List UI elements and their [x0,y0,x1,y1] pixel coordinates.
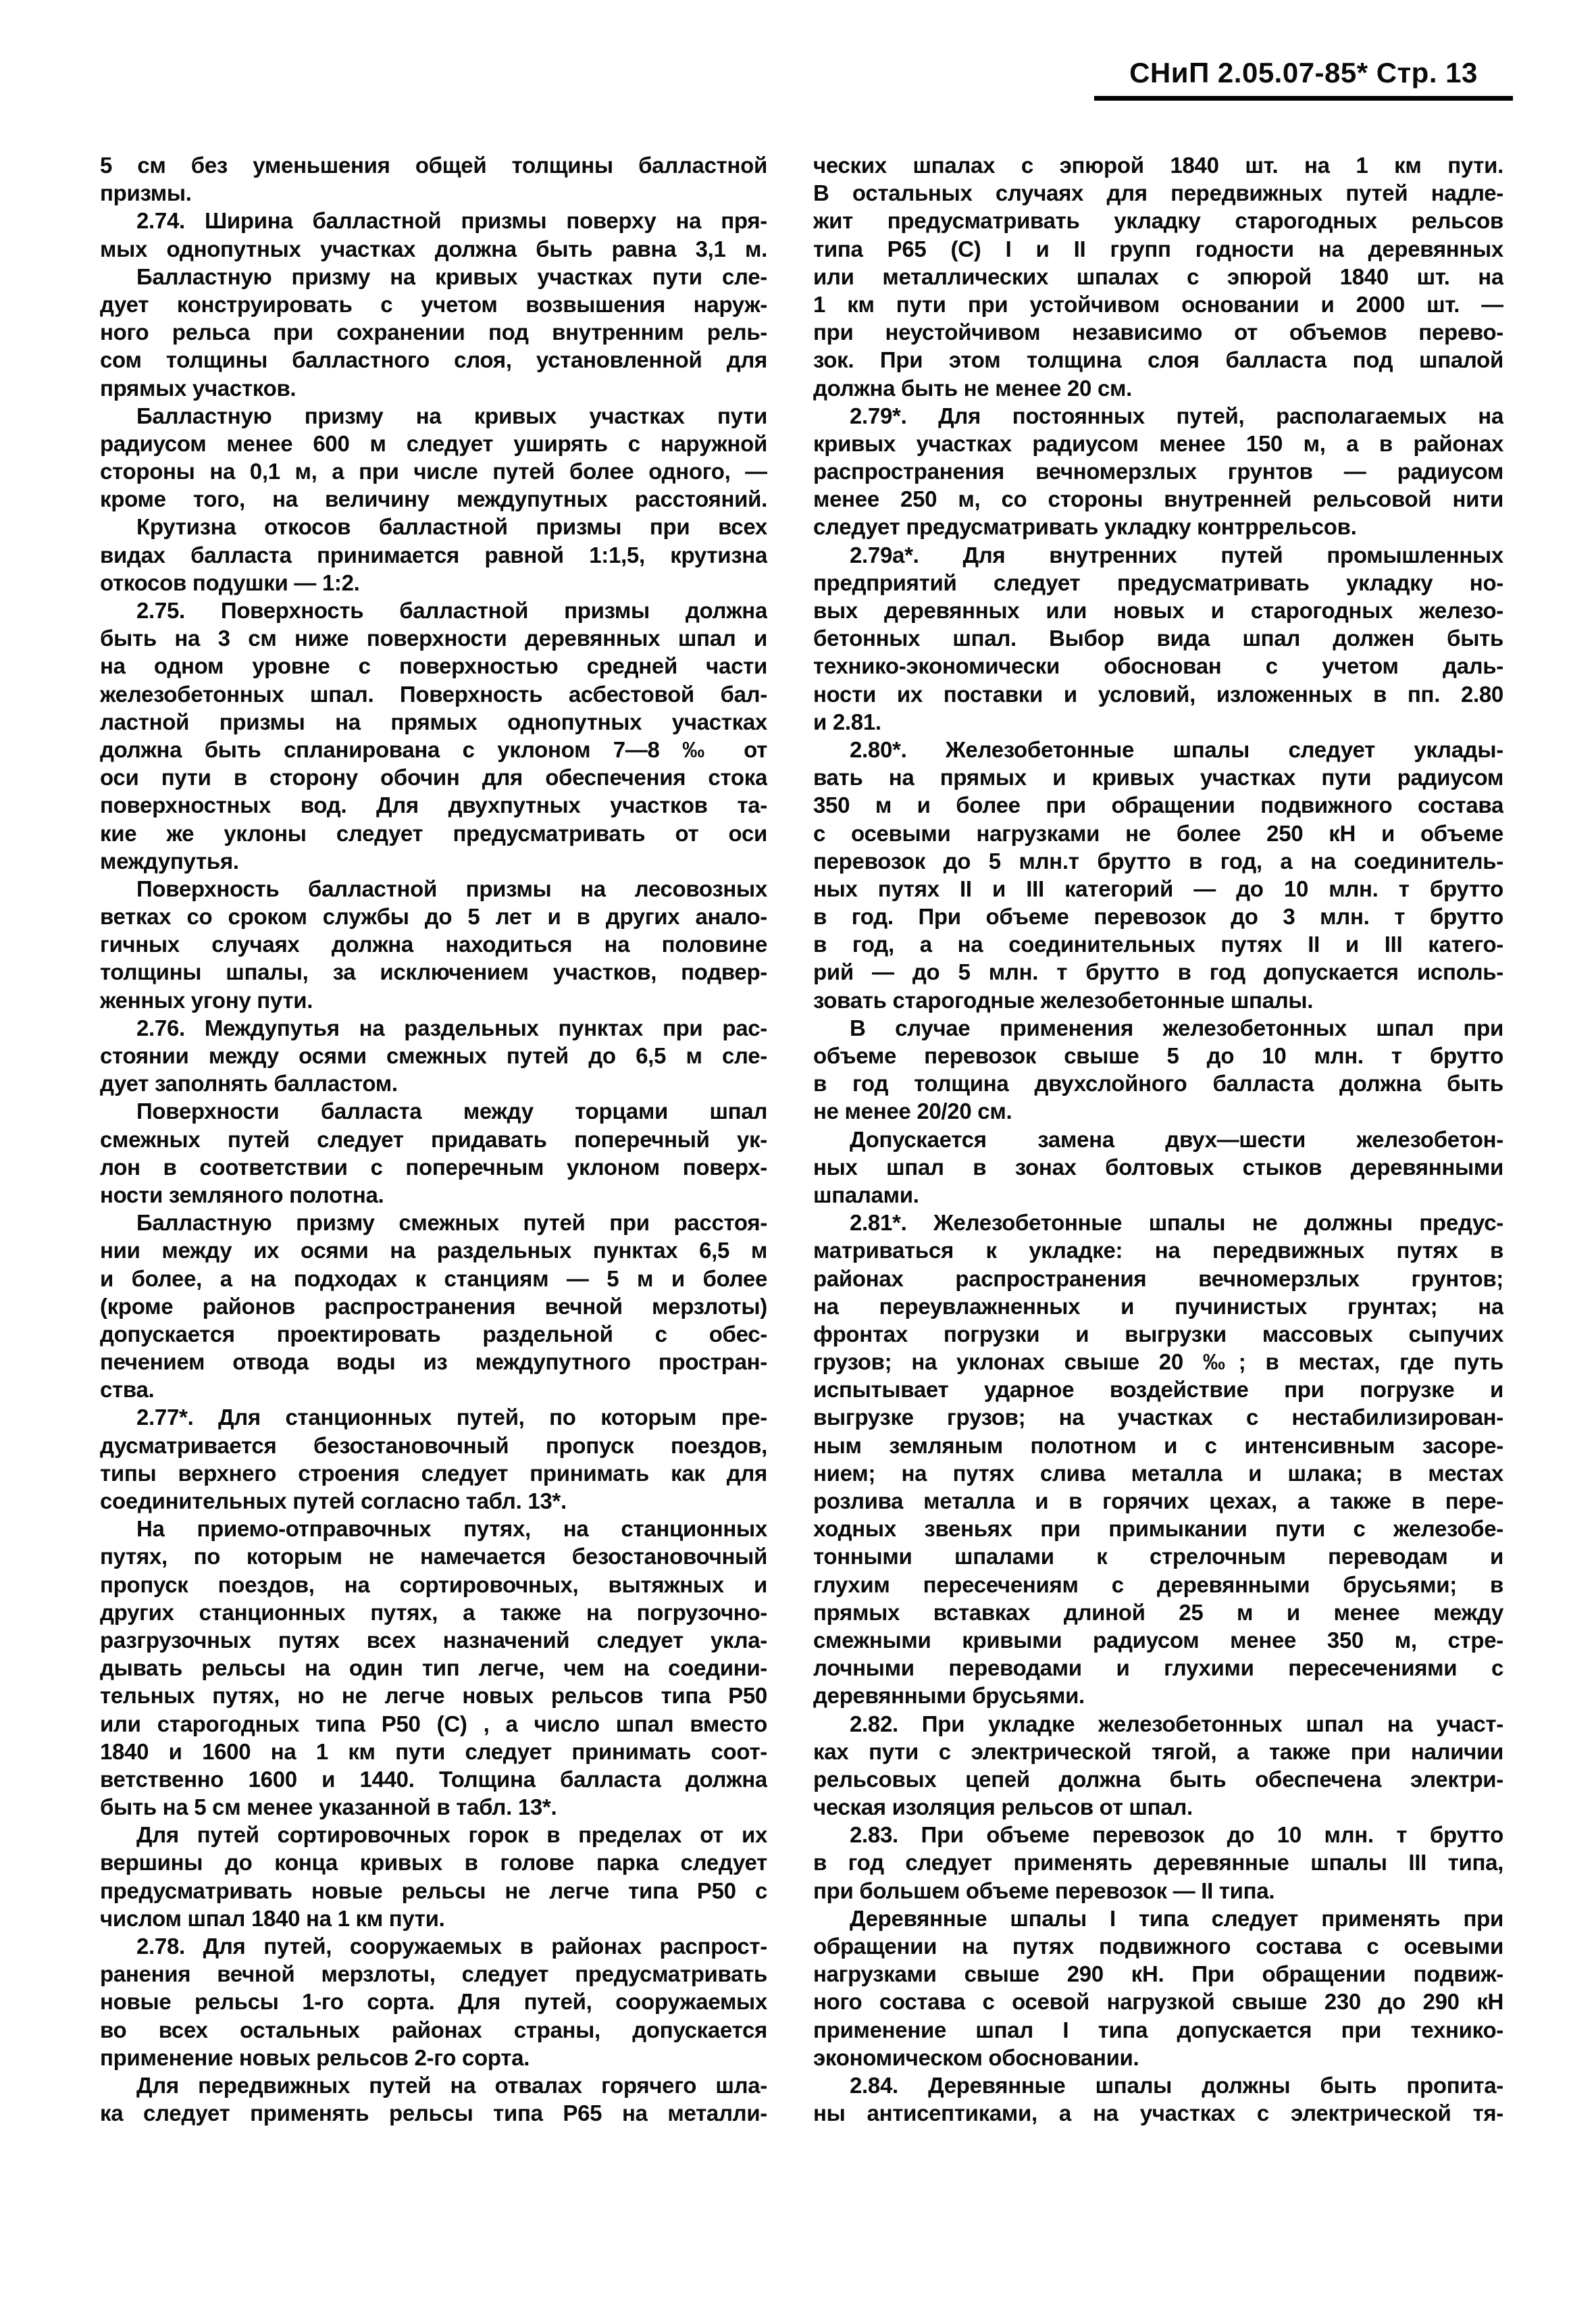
text-line: 2.76. Междупутья на раздельных пунктах при рас- [136,1015,767,1040]
text-line: деревянными брусьями. [813,1683,1085,1709]
text-line: испытывает ударное воздействие при погрузке и [813,1377,1503,1403]
text-line: ства. [100,1377,155,1403]
text-line: В остальных случаях для передвижных путей надле- [813,180,1503,206]
text-line: дует конструировать с учетом возвышения наруж- [100,291,767,317]
text-line: ветственно 1600 и 1440. Толщина балласта должна [100,1766,767,1792]
text-line: в год. При объеме перевозок до 3 млн. т брутто [813,904,1503,930]
text-line: Допускается замена двух—шести железобетон- [850,1126,1503,1152]
left-column [100,151,767,2127]
text-line: при большем объеме перевозок — II типа. [813,1878,1275,1903]
text-line: рельсовых цепей должна быть обеспечена электри- [813,1766,1503,1792]
text-line: нием; на путях слива металла и шлака; в местах [813,1460,1503,1486]
text-line: тельных путях, но не легче новых рельсов типа Р50 [100,1683,767,1709]
section-number: 2.77*. [136,1405,194,1430]
text-line: Балластную призму на кривых участках пути сле- [136,263,767,289]
text-line: путях, по которым не намечается безостановочный [100,1544,767,1569]
text-line: розлива металла и в горячих цехах, а также в пере- [813,1488,1503,1513]
text-line: вых деревянных или новых и старогодных железо- [813,598,1503,623]
text-line: кие же уклоны следует предусматривать от оси [100,820,767,846]
text-line: допускается проектировать раздельной с обес- [100,1321,767,1347]
section-number: 2.84. [850,2072,898,2098]
text-line: междупутья. [100,848,239,874]
text-line: технико-экономически обоснован с учетом даль- [813,653,1503,679]
text-line: при неустойчивом независимо от объемов перево- [813,320,1503,345]
text-line: толщины шпалы, за исключением участков, подвер- [100,959,767,985]
text-line: других станционных путях, а также на погрузочно- [100,1599,767,1625]
text-line: Поверхность балластной призмы на лесовозных [136,876,767,901]
text-line: нии между их осями на раздельных пунктах 6,5 м [100,1238,767,1263]
text-line: ных шпал в зонах болтовых стыков деревянными [813,1154,1503,1180]
text-line: сом толщины балластного слоя, установленной для [100,347,767,373]
text-line: призмы. [100,180,192,206]
text-line: оси пути в сторону обочин для обеспечения стока [100,765,767,790]
text-columns [100,151,1503,2127]
text-line: грузов; на уклонах свыше 20 ‰; в местах, где путь [813,1349,1503,1375]
text-line: фронтах погрузки и выгрузки массовых сыпучих [813,1321,1503,1347]
text-line: в год, а на соединительных путях II и III катего- [813,932,1503,957]
text-line: ности земляного полотна. [100,1182,384,1207]
text-line: радиусом менее 600 м следует уширять с наружной [100,430,767,456]
section-number: 2.78. [136,1934,185,1959]
text-line: типы верхнего строения следует принимать как для [100,1460,767,1486]
text-line: гичных случаях должна находиться на половине [100,932,767,957]
text-line: новые рельсы 1-го сорта. Для путей, сооружаемых [100,1989,767,2015]
text-line: стоянии между осями смежных путей до 6,5 м сле- [100,1043,767,1068]
section-number: 2.80*. [850,736,907,762]
text-line: (кроме районов распространения вечной мерзлоты) [100,1293,767,1319]
text-line: типа Р65 (С) I и II групп годности на деревянных [813,236,1503,261]
text-line: поверхностных вод. Для двухпутных участков та- [100,793,767,818]
text-line: разгрузочных путях всех назначений следует укла- [100,1627,767,1653]
text-line: быть на 5 см менее указанной в табл. 13*. [100,1794,557,1820]
text-line: печением отвода воды из междупутного простран- [100,1349,767,1375]
text-line: на одном уровне с поверхностью средней части [100,653,767,679]
text-line: ны антисептиками, а на участках с электрической тя- [813,2101,1503,2126]
text-line: или металлических шпалах с эпюрой 1840 шт. на [813,263,1503,289]
text-line: ках пути с электрической тягой, а также при наличии [813,1738,1503,1764]
text-line: вершины до конца кривых в голове парка следует [100,1850,767,1876]
text-line: дует заполнять балластом. [100,1071,398,1097]
text-line: ного рельса при сохранении под внутренним рель- [100,320,767,345]
text-line: В случае применения железобетонных шпал при [850,1015,1503,1040]
text-line: 1840 и 1600 на 1 км пути следует принимать соот- [100,1738,767,1764]
right-column [813,151,1503,2127]
section-number: 2.76. [136,1015,185,1040]
text-line: 350 м и более при обращении подвижного состава [813,793,1503,818]
text-line: жит предусматривать укладку старогодных рельсов [813,208,1503,234]
section-number: 2.83. [850,1822,898,1848]
text-line: 2.74. Ширина балластной призмы поверху на пря- [136,208,767,234]
text-line: 2.83. При объеме перевозок до 10 млн. т брутто [850,1822,1503,1848]
section-number: 2.79а*. [850,542,919,568]
text-line: следует предусматривать укладку контррельсов. [813,514,1357,540]
text-line: глухим пересечениям с деревянными брусьями; в [813,1571,1503,1597]
text-line: обращении на путях подвижного состава с осевыми [813,1934,1503,1959]
text-line: или старогодных типа Р50 (С) , а число шпал вместо [100,1711,767,1736]
text-line: предусматривать новые рельсы не легче типа Р50 с [100,1878,767,1903]
text-line: не менее 20/20 см. [813,1099,1012,1124]
text-line: применение новых рельсов 2-го сорта. [100,2044,530,2070]
text-line: 2.79а*. Для внутренних путей промышленных [850,542,1503,568]
text-line: На приемо-отправочных путях, на станционных [136,1516,767,1542]
text-line: кроме того, на величину междупутных расстояний. [100,486,767,512]
text-line: прямых вставках длиной 25 м и менее между [813,1599,1503,1625]
text-line: Для передвижных путей на отвалах горячего шла- [136,2072,767,2098]
text-line: кривых участках радиусом менее 150 м, а в районах [813,430,1503,456]
text-line: ных путях II и III категорий — до 10 млн. т брутто [813,876,1503,901]
section-number: 2.74. [136,208,185,234]
section-number: 2.81*. [850,1210,907,1236]
text-line: ческих шпалах с эпюрой 1840 шт. на 1 км пути. [813,153,1503,178]
text-line: Для путей сортировочных горок в пределах от их [136,1822,767,1848]
text-line: тонными шпалами к стрелочным переводам и [813,1544,1503,1569]
text-line: Крутизна откосов балластной призмы при всех [136,514,767,540]
text-line: в год толщина двухслойного балласта должна быть [813,1071,1503,1097]
text-line: нагрузками свыше 290 кН. При обращении подвиж- [813,1961,1503,1987]
text-line: 2.79*. Для постоянных путей, располагаемых на [850,403,1503,428]
text-line: лочными переводами и глухими пересечениями с [813,1655,1503,1681]
text-line: Балластную призму на кривых участках пути [136,403,767,428]
text-line: в год следует применять деревянные шпалы III типа, [813,1850,1503,1876]
text-line: на переувлажненных и пучинистых грунтах; на [813,1293,1503,1319]
text-line: Деревянные шпалы I типа следует применять при [850,1905,1503,1931]
text-line: 2.78. Для путей, сооружаемых в районах распрост- [136,1934,767,1959]
text-line: во всех остальных районах страны, допускается [100,2017,767,2042]
text-line: 2.75. Поверхность балластной призмы должна [136,598,767,623]
text-line: экономическом обосновании. [813,2044,1139,2070]
text-line: мых однопутных участках должна быть равна 3,1 м. [100,236,767,261]
text-line: ческая изоляция рельсов от шпал. [813,1794,1193,1820]
text-line: и 2.81. [813,709,881,734]
section-number: 2.79*. [850,403,907,428]
header-rule [1094,96,1513,101]
text-line: 2.77*. Для станционных путей, по которым пре- [136,1405,767,1430]
text-line: 2.81*. Железобетонные шпалы не должны предус- [850,1210,1503,1236]
text-line: зовать старогодные железобетонные шпалы. [813,987,1314,1013]
text-line: соединительных путей согласно табл. 13*. [100,1488,567,1513]
text-line: ранения вечной мерзлоты, следует предусматривать [100,1961,767,1987]
text-line: ка следует применять рельсы типа Р65 на металли- [100,2101,767,2126]
text-line: ветках со сроком службы до 5 лет и в других анало- [100,904,767,930]
text-line: лон в соответствии с поперечным уклоном поверх- [100,1154,767,1180]
text-line: менее 250 м, со стороны внутренней рельсовой нити [813,486,1503,512]
text-line: ходных звеньях при примыкании пути с железобе- [813,1516,1503,1542]
doc-code-and-page-number: СНиП 2.05.07-85* Стр. 13 [1129,57,1478,89]
text-line: выгрузке грузов; на участках с нестабилизирован- [813,1405,1503,1430]
text-line: 2.80*. Железобетонные шпалы следует уклады- [850,736,1503,762]
text-line: смежными кривыми радиусом менее 350 м, стре- [813,1627,1503,1653]
text-line: Балластную призму смежных путей при расстоя- [136,1210,767,1236]
text-line: быть на 3 см ниже поверхности деревянных шпал и [100,626,767,651]
text-line: дусматривается безостановочный пропуск поездов, [100,1432,767,1458]
text-line: должна быть не менее 20 см. [813,375,1133,401]
text-line: железобетонных шпал. Поверхность асбестовой бал- [100,681,767,707]
text-line: районах распространения вечномерзлых грунтов; [813,1265,1503,1291]
text-line: ного состава с осевой нагрузкой свыше 230 до 290 кН [813,1989,1503,2015]
text-line: с осевыми нагрузками не более 250 кН и объеме [813,820,1503,846]
text-line: Поверхности балласта между торцами шпал [136,1099,767,1124]
text-line: применение шпал I типа допускается при технико- [813,2017,1503,2042]
section-number: 2.82. [850,1711,898,1736]
text-line: вать на прямых и кривых участках пути радиусом [813,765,1503,790]
text-line: видах балласта принимается равной 1:1,5, крутизна [100,542,767,568]
text-line: смежных путей следует придавать поперечный ук- [100,1126,767,1152]
text-line: предприятий следует предусматривать укладку но- [813,570,1503,595]
text-line: 5 см без уменьшения общей толщины балластной [100,153,767,178]
page-header [1094,57,1513,101]
text-line: прямых участков. [100,375,297,401]
text-line: зок. При этом толщина слоя балласта под шпалой [813,347,1503,373]
text-line: ности их поставки и условий, изложенных в пп. 2.80 [813,681,1503,707]
text-line: объеме перевозок свыше 5 до 10 млн. т брутто [813,1043,1503,1068]
text-line: бетонных шпал. Выбор вида шпал должен быть [813,626,1503,651]
text-line: стороны на 0,1 м, а при числе путей более одного, — [100,459,767,484]
text-line: перевозок до 5 млн.т брутто в год, а на соединитель- [813,848,1503,874]
text-line: женных угону пути. [100,987,313,1013]
text-line: 2.84. Деревянные шпалы должны быть пропита- [850,2072,1503,2098]
text-line: ным земляным полотном и с интенсивным засоре- [813,1432,1503,1458]
section-number: 2.75. [136,598,185,623]
text-line: дывать рельсы на один тип легче, чем на соедини- [100,1655,767,1681]
text-line: числом шпал 1840 на 1 км пути. [100,1905,445,1931]
text-line: откосов подушки — 1:2. [100,570,360,595]
text-line: и более, а на подходах к станциям — 5 м и более [100,1265,767,1291]
text-line: рий — до 5 млн. т брутто в год допускается исполь- [813,959,1503,985]
text-line: матриваться к укладке: на передвижных путях в [813,1238,1503,1263]
text-line: ластной призмы на прямых однопутных участках [100,709,767,734]
text-line: 2.82. При укладке железобетонных шпал на участ- [850,1711,1503,1736]
text-line: шпалами. [813,1182,919,1207]
text-line: распространения вечномерзлых грунтов — радиусом [813,459,1503,484]
text-line: 1 км пути при устойчивом основании и 2000 шт. — [813,291,1503,317]
text-line: должна быть спланирована с уклоном 7—8 ‰ от [100,736,767,762]
text-line: пропуск поездов, на сортировочных, вытяжных и [100,1571,767,1597]
